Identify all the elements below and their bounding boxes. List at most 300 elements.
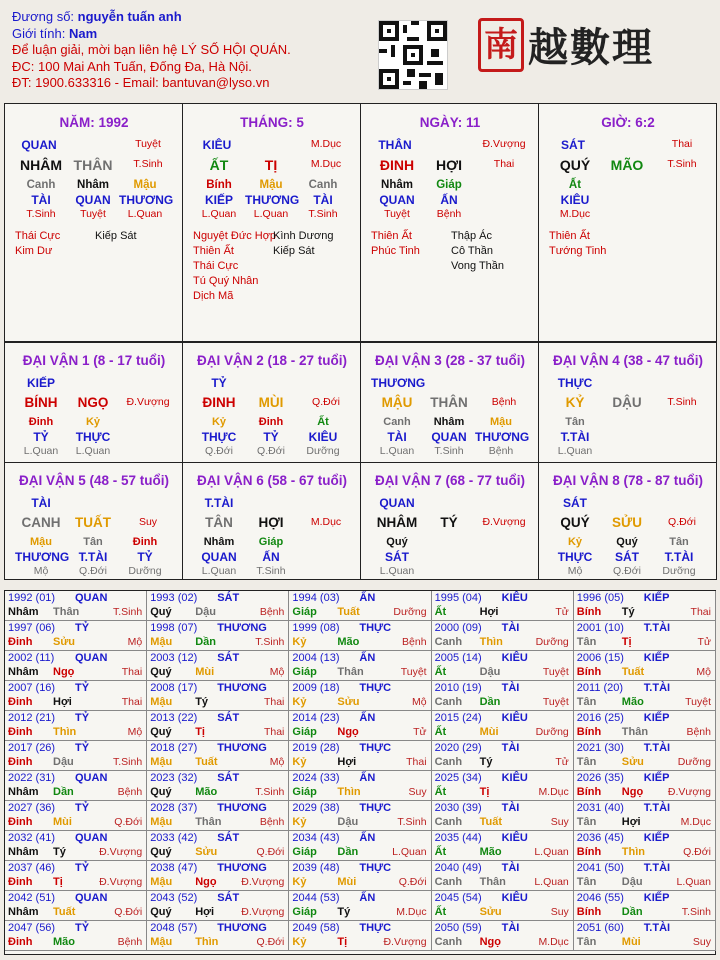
phone-email: ĐT: 1900.633316 - Email: bantuvan@lyso.vn — [12, 75, 270, 90]
year-branch: Hợi — [337, 756, 357, 768]
year-branch: Tuất — [337, 606, 360, 618]
year-stem: Mậu — [150, 696, 173, 708]
year-stage: T.Sinh — [255, 636, 285, 648]
pillar-2 — [360, 103, 539, 342]
year-cell — [147, 741, 289, 771]
hidden-god: THƯƠNG — [15, 550, 70, 564]
hidden-god: KIÊU — [560, 193, 590, 207]
year-label: 2035 (44) — [434, 832, 482, 844]
year-branch: Ngọ — [53, 666, 75, 678]
earthly-branch: NGỌ — [77, 395, 109, 410]
year-branch: Sửu — [479, 906, 502, 918]
hidden-god: ẤN — [440, 193, 458, 207]
hidden-stem: Quý — [386, 536, 408, 548]
year-label: 1996 (05) — [576, 592, 624, 604]
year-god: TÀI — [501, 622, 520, 634]
year-cell — [289, 591, 431, 621]
hidden-stem: Canh — [383, 416, 411, 428]
year-label: 1995 (04) — [434, 592, 482, 604]
year-branch: Mão — [621, 696, 644, 708]
year-cell — [289, 801, 431, 831]
year-branch: Tý — [195, 696, 209, 708]
pillar-0 — [4, 103, 183, 342]
year-branch: Mão — [195, 786, 218, 798]
hidden-stage: L.Quan — [201, 565, 237, 577]
heavenly-stem: KỶ — [565, 395, 585, 410]
year-stem: Kỷ — [292, 876, 307, 888]
year-stem: Quý — [150, 906, 172, 918]
year-branch: Mão — [337, 636, 360, 648]
year-stem: Quý — [150, 846, 172, 858]
hidden-stage: L.Quan — [127, 208, 163, 220]
year-cell — [147, 891, 289, 921]
dai-van-title: ĐẠI VẬN 8 (78 - 87 tuổi) — [552, 473, 704, 488]
year-label: 2016 (25) — [576, 712, 624, 724]
year-stem: Quý — [150, 726, 172, 738]
year-branch: Hợi — [53, 696, 72, 708]
year-god: THỰC — [359, 862, 392, 874]
year-stage: Bệnh — [117, 786, 143, 798]
hidden-stage: L.Quan — [23, 445, 59, 457]
hidden-stage: L.Quan — [379, 565, 415, 577]
year-label: 2028 (37) — [150, 802, 198, 814]
year-stem: Mậu — [150, 756, 173, 768]
year-label: 2017 (26) — [8, 742, 56, 754]
year-stage: Bệnh — [259, 816, 285, 828]
year-cell — [289, 651, 431, 681]
stage: Bệnh — [491, 396, 517, 408]
year-stem: Kỷ — [292, 696, 307, 708]
dai-van-1 — [4, 342, 183, 463]
year-branch: Tị — [195, 726, 205, 738]
year-god: KIÊU — [501, 772, 528, 784]
stage: T.Sinh — [667, 396, 697, 408]
star-right: Thai — [671, 138, 693, 150]
year-label: 2026 (35) — [576, 772, 624, 784]
year-god: ẤN — [359, 652, 376, 664]
year-branch: Mùi — [195, 666, 215, 678]
hidden-stem: Ất — [317, 416, 329, 428]
hidden-stage: Dưỡng — [662, 565, 696, 577]
year-stage: Bệnh — [686, 726, 711, 738]
hidden-god: QUAN — [379, 193, 415, 207]
year-stage: Thai — [263, 726, 285, 738]
year-god: SÁT — [217, 712, 240, 724]
year-label: 2041 (50) — [576, 862, 624, 874]
year-cell — [289, 831, 431, 861]
year-god: SÁT — [217, 592, 240, 604]
year-branch: Tuất — [479, 816, 502, 828]
year-god: THỰC — [359, 802, 392, 814]
year-label: 1997 (06) — [8, 622, 56, 634]
earthly-branch: HỢI — [436, 157, 462, 173]
year-stage: Q.Đới — [683, 846, 711, 858]
year-stage: Q.Đới — [114, 816, 143, 828]
hidden-god: THỰC — [75, 430, 111, 444]
year-stage: Thai — [121, 666, 143, 678]
heavenly-stem: ĐINH — [379, 157, 415, 173]
hidden-stem: Ất — [568, 179, 582, 191]
star-right-2: Thai — [493, 158, 515, 170]
year-god: TỶ — [75, 862, 90, 874]
year-god: KIẾP — [643, 772, 670, 784]
year-cell — [5, 891, 147, 921]
hidden-stage: Tuyệt — [384, 208, 410, 220]
hidden-stage: M.Dục — [559, 208, 591, 220]
year-label: 2015 (24) — [434, 712, 482, 724]
year-stem: Tân — [576, 936, 597, 948]
year-cell — [432, 681, 574, 711]
year-cell — [574, 681, 716, 711]
year-stem: Nhâm — [8, 666, 39, 678]
year-stem: Canh — [434, 756, 463, 768]
year-god: KIẾP — [643, 592, 670, 604]
year-label: 2002 (11) — [8, 652, 55, 664]
annual-table — [4, 590, 716, 955]
year-stem: Quý — [150, 606, 172, 618]
year-branch: Ngọ — [479, 936, 501, 948]
year-stage: Đ.Vượng — [241, 876, 285, 888]
year-label: 2007 (16) — [8, 682, 56, 694]
pillar-1 — [182, 103, 361, 342]
year-god: TÀI — [501, 682, 520, 694]
year-god: QUAN — [75, 652, 108, 664]
year-branch: Ngọ — [621, 786, 644, 798]
year-cell — [5, 591, 147, 621]
year-stem: Nhâm — [8, 606, 39, 618]
year-cell — [5, 651, 147, 681]
hidden-stage: Dưỡng — [306, 445, 340, 457]
year-stage: Tuyệt — [685, 696, 711, 708]
pillar-title: THÁNG: 5 — [240, 115, 304, 130]
star-left: Phúc Tinh — [371, 245, 420, 257]
year-cell — [574, 861, 716, 891]
year-stem: Đinh — [8, 756, 33, 768]
ten-god: TỶ — [211, 376, 227, 390]
year-cell — [5, 741, 147, 771]
year-branch: Tị — [53, 876, 63, 888]
year-branch: Thân — [621, 726, 649, 738]
year-god: QUAN — [75, 772, 108, 784]
hidden-stem: Canh — [308, 179, 338, 191]
hidden-stem: Canh — [26, 179, 56, 191]
hidden-stage: Tuyệt — [80, 208, 106, 220]
header-info — [12, 9, 291, 92]
year-stem: Bính — [576, 846, 602, 858]
year-label: 2003 (12) — [150, 652, 198, 664]
year-stage: T.Sinh — [681, 906, 711, 918]
year-stage: Bệnh — [117, 936, 143, 948]
heavenly-stem: CANH — [21, 515, 61, 530]
year-branch: Tị — [337, 936, 348, 948]
year-god: ẤN — [359, 832, 376, 844]
year-stage: Đ.Vượng — [383, 936, 427, 948]
year-stem: Nhâm — [8, 786, 39, 798]
year-cell — [432, 801, 574, 831]
year-god: THƯƠNG — [217, 802, 267, 814]
hidden-stem: Quý — [616, 536, 638, 548]
hidden-stage: Bệnh — [488, 445, 514, 457]
year-cell — [289, 921, 431, 951]
year-cell — [289, 891, 431, 921]
year-cell — [289, 741, 431, 771]
year-branch: Mão — [479, 846, 502, 858]
hidden-god: THỰC — [201, 430, 237, 444]
year-label: 2022 (31) — [8, 772, 56, 784]
year-label: 2033 (42) — [150, 832, 198, 844]
year-label: 2038 (47) — [150, 862, 198, 874]
hidden-stage: L.Quan — [75, 445, 111, 457]
heavenly-stem: BÍNH — [24, 395, 58, 410]
owner-name: nguyễn tuấn anh — [77, 9, 182, 24]
qr-code-icon[interactable] — [378, 20, 448, 90]
star-left: Kim Dư — [15, 245, 53, 257]
year-god: ẤN — [359, 592, 376, 604]
hidden-god: ẤN — [262, 550, 280, 564]
year-god: THƯƠNG — [217, 922, 267, 934]
hidden-stem: Đinh — [258, 416, 284, 428]
year-stem: Đinh — [8, 636, 33, 648]
ten-god: KIẾP — [26, 376, 55, 390]
ten-god: THÂN — [378, 138, 412, 152]
year-stem: Canh — [434, 696, 463, 708]
year-stem: Giáp — [292, 846, 317, 858]
year-god: TÀI — [501, 862, 520, 874]
hidden-stem: Tân — [83, 536, 103, 548]
year-label: 2023 (32) — [150, 772, 198, 784]
stage: Đ.Vượng — [126, 396, 170, 408]
hidden-stage: T.Sinh — [308, 208, 338, 220]
dai-van-title: ĐẠI VẬN 2 (18 - 27 tuổi) — [196, 353, 348, 368]
year-cell — [147, 801, 289, 831]
ten-god: THỰC — [557, 376, 593, 390]
pillar-title: GIỜ: 6:2 — [601, 115, 655, 130]
hidden-stage: T.Sinh — [256, 565, 286, 577]
year-cell — [147, 771, 289, 801]
year-stem: Mậu — [150, 636, 173, 648]
year-label: 2042 (51) — [8, 892, 56, 904]
hidden-stem: Giáp — [258, 536, 284, 548]
year-stage: Suy — [550, 906, 569, 918]
star-left: Tướng Tinh — [549, 245, 607, 257]
year-cell — [147, 621, 289, 651]
hidden-stem: Nhâm — [77, 179, 109, 191]
hidden-stem: Mậu — [490, 416, 512, 428]
year-stage: Mộ — [127, 726, 143, 738]
dai-van-title: ĐẠI VẬN 5 (48 - 57 tuổi) — [18, 473, 170, 488]
year-stem: Ất — [434, 606, 447, 618]
year-branch: Ngọ — [195, 876, 217, 888]
star-right: Đ.Vượng — [482, 138, 526, 150]
year-cell — [289, 771, 431, 801]
hidden-stem: Nhâm — [381, 179, 413, 191]
year-stem: Giáp — [292, 786, 317, 798]
year-god: KIẾP — [643, 832, 670, 844]
year-stem: Đinh — [8, 936, 33, 948]
brand-logo: 越數理 — [528, 24, 654, 71]
year-label: 2020 (29) — [434, 742, 482, 754]
hidden-stage: Q.Đới — [79, 565, 107, 577]
year-stage: Mộ — [127, 636, 143, 648]
year-label: 2027 (36) — [8, 802, 56, 814]
year-cell — [289, 711, 431, 741]
year-stage: Mộ — [269, 666, 285, 678]
year-cell — [5, 621, 147, 651]
year-stage: Tuyệt — [542, 666, 569, 678]
hidden-stem: Bính — [206, 179, 232, 191]
year-stage: Q.Đới — [256, 846, 285, 858]
star-bad: Kiếp Sát — [273, 245, 315, 257]
year-cell — [5, 771, 147, 801]
year-stem: Kỷ — [292, 756, 307, 768]
year-god: KIÊU — [501, 892, 528, 904]
star-bad: Cô Thần — [451, 245, 493, 257]
year-stage: T.Sinh — [255, 786, 285, 798]
year-branch: Mùi — [337, 876, 357, 888]
dai-van-title: ĐẠI VẬN 3 (28 - 37 tuổi) — [374, 353, 526, 368]
year-stage: T.Sinh — [113, 606, 143, 618]
year-stem: Mậu — [150, 936, 173, 948]
hidden-god: SÁT — [385, 550, 409, 564]
year-label: 2050 (59) — [434, 922, 482, 934]
year-stage: Tuyệt — [542, 696, 569, 708]
earthly-branch: THÂN — [73, 157, 113, 173]
year-stage: Dưỡng — [677, 756, 711, 768]
dai-van-3 — [360, 342, 539, 463]
hidden-god: TỶ — [137, 550, 153, 564]
year-stage: Q.Đới — [114, 906, 143, 918]
star-right: Tuyệt — [135, 138, 161, 150]
year-stem: Bính — [576, 786, 602, 798]
year-cell — [289, 681, 431, 711]
year-stem: Ất — [434, 906, 447, 918]
year-cell — [432, 891, 574, 921]
year-god: THƯƠNG — [217, 622, 267, 634]
year-cell — [432, 831, 574, 861]
year-cell — [574, 621, 716, 651]
year-branch: Mùi — [621, 936, 641, 948]
year-stem: Tân — [576, 636, 597, 648]
year-label: 1998 (07) — [150, 622, 198, 634]
year-branch: Dậu — [53, 756, 74, 768]
year-label: 2004 (13) — [292, 652, 340, 664]
star-bad: Thập Ác — [451, 230, 492, 242]
star-right-2: T.Sinh — [667, 158, 697, 170]
year-branch: Thân — [195, 816, 222, 828]
year-label: 2021 (30) — [576, 742, 624, 754]
year-cell — [147, 711, 289, 741]
year-cell — [5, 831, 147, 861]
year-branch: Tuất — [53, 906, 76, 918]
hidden-god: QUAN — [75, 193, 111, 207]
hidden-god: THƯƠNG — [475, 430, 530, 444]
year-label: 2025 (34) — [434, 772, 482, 784]
hidden-god: TÀI — [387, 430, 407, 444]
ten-god: KIÊU — [202, 138, 232, 152]
heavenly-stem: NHÂM — [20, 157, 62, 173]
dai-van-8 — [538, 462, 717, 580]
year-god: SÁT — [217, 832, 240, 844]
year-cell — [147, 831, 289, 861]
hidden-god: QUAN — [201, 550, 237, 564]
year-branch: Tý — [337, 906, 351, 918]
star-right-2: M.Dục — [310, 158, 342, 170]
hidden-stage: Mộ — [567, 565, 583, 577]
year-stage: L.Quan — [534, 876, 569, 888]
year-label: 2051 (60) — [576, 922, 624, 934]
year-branch: Thân — [479, 876, 506, 888]
year-stage: Đ.Vượng — [99, 846, 143, 858]
hidden-stage: Bệnh — [436, 208, 462, 220]
year-label: 1993 (02) — [150, 592, 198, 604]
gender-value: Nam — [68, 25, 98, 41]
year-god: T.TÀI — [643, 742, 671, 754]
year-label: 1992 (01) — [8, 592, 56, 604]
hidden-stage: Q.Đới — [205, 445, 233, 457]
year-stem: Nhâm — [8, 846, 39, 858]
dai-van-title: ĐẠI VẬN 7 (68 - 77 tuổi) — [374, 473, 526, 488]
star-left: Thiên Ất — [549, 230, 590, 242]
year-label: 2046 (55) — [576, 892, 624, 904]
year-god: THỰC — [359, 922, 392, 934]
hidden-god: KIÊU — [308, 430, 338, 444]
hidden-stem: Tân — [565, 416, 585, 428]
earthly-branch: MÙI — [258, 395, 284, 410]
year-stem: Ất — [434, 786, 447, 798]
year-cell — [5, 681, 147, 711]
year-label: 2044 (53) — [292, 892, 340, 904]
hidden-stage: T.Sinh — [26, 208, 56, 220]
year-stem: Đinh — [8, 876, 33, 888]
year-stem: Ất — [434, 666, 447, 678]
year-label: 2009 (18) — [292, 682, 340, 694]
year-label: 2012 (21) — [8, 712, 56, 724]
heavenly-stem: MẬU — [381, 395, 413, 410]
year-cell — [574, 651, 716, 681]
star-bad: Kình Dương — [273, 230, 334, 242]
year-god: T.TÀI — [643, 682, 671, 694]
year-cell — [432, 621, 574, 651]
year-stem: Bính — [576, 726, 602, 738]
year-god: TÀI — [501, 922, 520, 934]
hidden-stem: Tân — [669, 536, 689, 548]
year-stage: Dưỡng — [535, 726, 569, 738]
year-stage: Q.Đới — [398, 876, 427, 888]
hidden-stage: L.Quan — [379, 445, 415, 457]
year-stage: Tử — [555, 756, 569, 768]
year-branch: Tị — [621, 636, 632, 648]
ten-god: QUAN — [21, 138, 57, 152]
hidden-stem: Kỷ — [85, 416, 101, 428]
year-branch: Thìn — [195, 936, 219, 948]
year-god: ẤN — [359, 712, 376, 724]
year-stem: Mậu — [150, 816, 173, 828]
star-left: Nguyệt Đức Hợp — [193, 230, 277, 242]
year-cell — [574, 831, 716, 861]
year-stage: Tử — [413, 726, 427, 738]
stage: Q.Đới — [668, 516, 696, 528]
hidden-stem: Mậu — [30, 536, 52, 548]
year-branch: Tuất — [195, 756, 218, 768]
hidden-stage: L.Quan — [253, 208, 289, 220]
year-stage: M.Dục — [538, 936, 569, 948]
year-label: 1999 (08) — [292, 622, 340, 634]
year-god: T.TÀI — [643, 922, 671, 934]
year-stage: Đ.Vượng — [667, 786, 711, 798]
year-stage: Dưỡng — [393, 606, 427, 618]
year-branch: Hợi — [479, 606, 499, 618]
year-god: TỶ — [75, 742, 90, 754]
